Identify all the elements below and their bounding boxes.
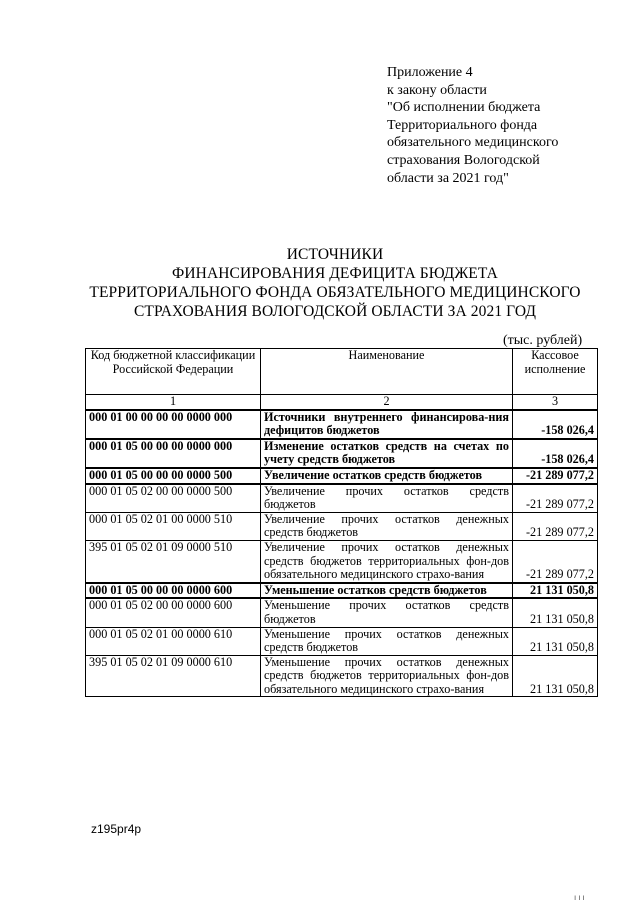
- table-row: [86, 439, 598, 468]
- row-value: 21 131 050,8: [513, 655, 598, 697]
- row-value: -21 289 077,2: [513, 484, 598, 513]
- row-name: Уменьшение прочих остатков денежных средств бюджетов: [261, 627, 513, 655]
- row-code: 000 01 05 02 00 00 0000 500: [86, 484, 261, 513]
- row-value: -21 289 077,2: [513, 540, 598, 582]
- row-value: 21 131 050,8: [513, 598, 598, 627]
- title-line: СТРАХОВАНИЯ ВОЛОГОДСКОЙ ОБЛАСТИ ЗА 2021 ГОД: [133, 303, 537, 320]
- table-row: [86, 410, 598, 439]
- table-row: [86, 468, 598, 484]
- row-code: 000 01 05 00 00 00 0000 500: [86, 468, 261, 484]
- row-value: -158 026,4: [513, 410, 598, 439]
- row-name: Уменьшение остатков средств бюджетов: [261, 583, 513, 599]
- appendix-block: [387, 64, 617, 187]
- title-line: ТЕРРИТОРИАЛЬНОГО ФОНДА ОБЯЗАТЕЛЬНОГО МЕДИЦИНСКОГО: [89, 284, 581, 301]
- row-code: 395 01 05 02 01 09 0000 610: [86, 655, 261, 697]
- units-label: (тыс. рублей): [503, 333, 583, 348]
- row-code: 395 01 05 02 01 09 0000 510: [86, 540, 261, 582]
- row-code: 000 01 05 02 01 00 0000 610: [86, 627, 261, 655]
- row-code: 000 01 05 00 00 00 0000 600: [86, 583, 261, 599]
- table-row: [86, 512, 598, 540]
- row-value: 21 131 050,8: [513, 583, 598, 599]
- table-row: [86, 627, 598, 655]
- row-code: 000 01 05 02 01 00 0000 510: [86, 512, 261, 540]
- row-name: Уменьшение прочих остатков средств бюджетов: [261, 598, 513, 627]
- row-name: Источники внутреннего финансирова-ния дефицитов бюджетов: [261, 410, 513, 439]
- colnum-2: 2: [261, 395, 513, 410]
- row-code: 000 01 05 00 00 00 0000 000: [86, 439, 261, 468]
- table-row: [86, 484, 598, 513]
- row-value: -158 026,4: [513, 439, 598, 468]
- appendix-line: области за 2021 год": [387, 170, 509, 186]
- row-code: 000 01 05 02 00 00 0000 600: [86, 598, 261, 627]
- colnum-3: 3: [513, 395, 598, 410]
- document-code: z195pr4p: [91, 822, 142, 836]
- appendix-line: обязательного медицинского: [387, 135, 559, 151]
- table-colnum-row: [86, 395, 598, 410]
- row-name: Увеличение прочих остатков средств бюджетов: [261, 484, 513, 513]
- row-value: -21 289 077,2: [513, 468, 598, 484]
- colnum-1: 1: [86, 395, 261, 410]
- row-name: Изменение остатков средств на счетах по учету средств бюджетов: [261, 439, 513, 468]
- row-value: -21 289 077,2: [513, 512, 598, 540]
- header-value: Кассовое исполнение: [513, 349, 598, 395]
- appendix-line: к закону области: [387, 82, 487, 98]
- appendix-line: Приложение 4: [387, 65, 473, 80]
- document-title: [60, 245, 610, 321]
- table-row: [86, 583, 598, 599]
- appendix-line: страхования Вологодской: [387, 152, 540, 168]
- table-header-row: [86, 349, 598, 395]
- row-value: 21 131 050,8: [513, 627, 598, 655]
- scan-mark: ııı: [574, 893, 587, 902]
- table-row: [86, 540, 598, 582]
- title-line: ИСТОЧНИКИ: [286, 246, 384, 263]
- appendix-line: Территориального фонда: [387, 117, 538, 133]
- row-name: Увеличение остатков средств бюджетов: [261, 468, 513, 484]
- appendix-line: "Об исполнении бюджета: [387, 100, 541, 116]
- row-code: 000 01 00 00 00 00 0000 000: [86, 410, 261, 439]
- header-name: Наименование: [261, 349, 513, 395]
- title-line: ФИНАНСИРОВАНИЯ ДЕФИЦИТА БЮДЖЕТА: [172, 265, 498, 282]
- row-name: Уменьшение прочих остатков денежных средств бюджетов территориальных фон-дов обязательного медицинского страхо-вания: [261, 655, 513, 697]
- row-name: Увеличение прочих остатков денежных средств бюджетов: [261, 512, 513, 540]
- table-row: [86, 655, 598, 697]
- row-name: Увеличение прочих остатков денежных средств бюджетов территориальных фон-дов обязательного медицинского страхо-вания: [261, 540, 513, 582]
- header-code: Код бюджетной классификации Российской Федерации: [86, 349, 261, 395]
- table-row: [86, 598, 598, 627]
- sources-table: [85, 348, 598, 697]
